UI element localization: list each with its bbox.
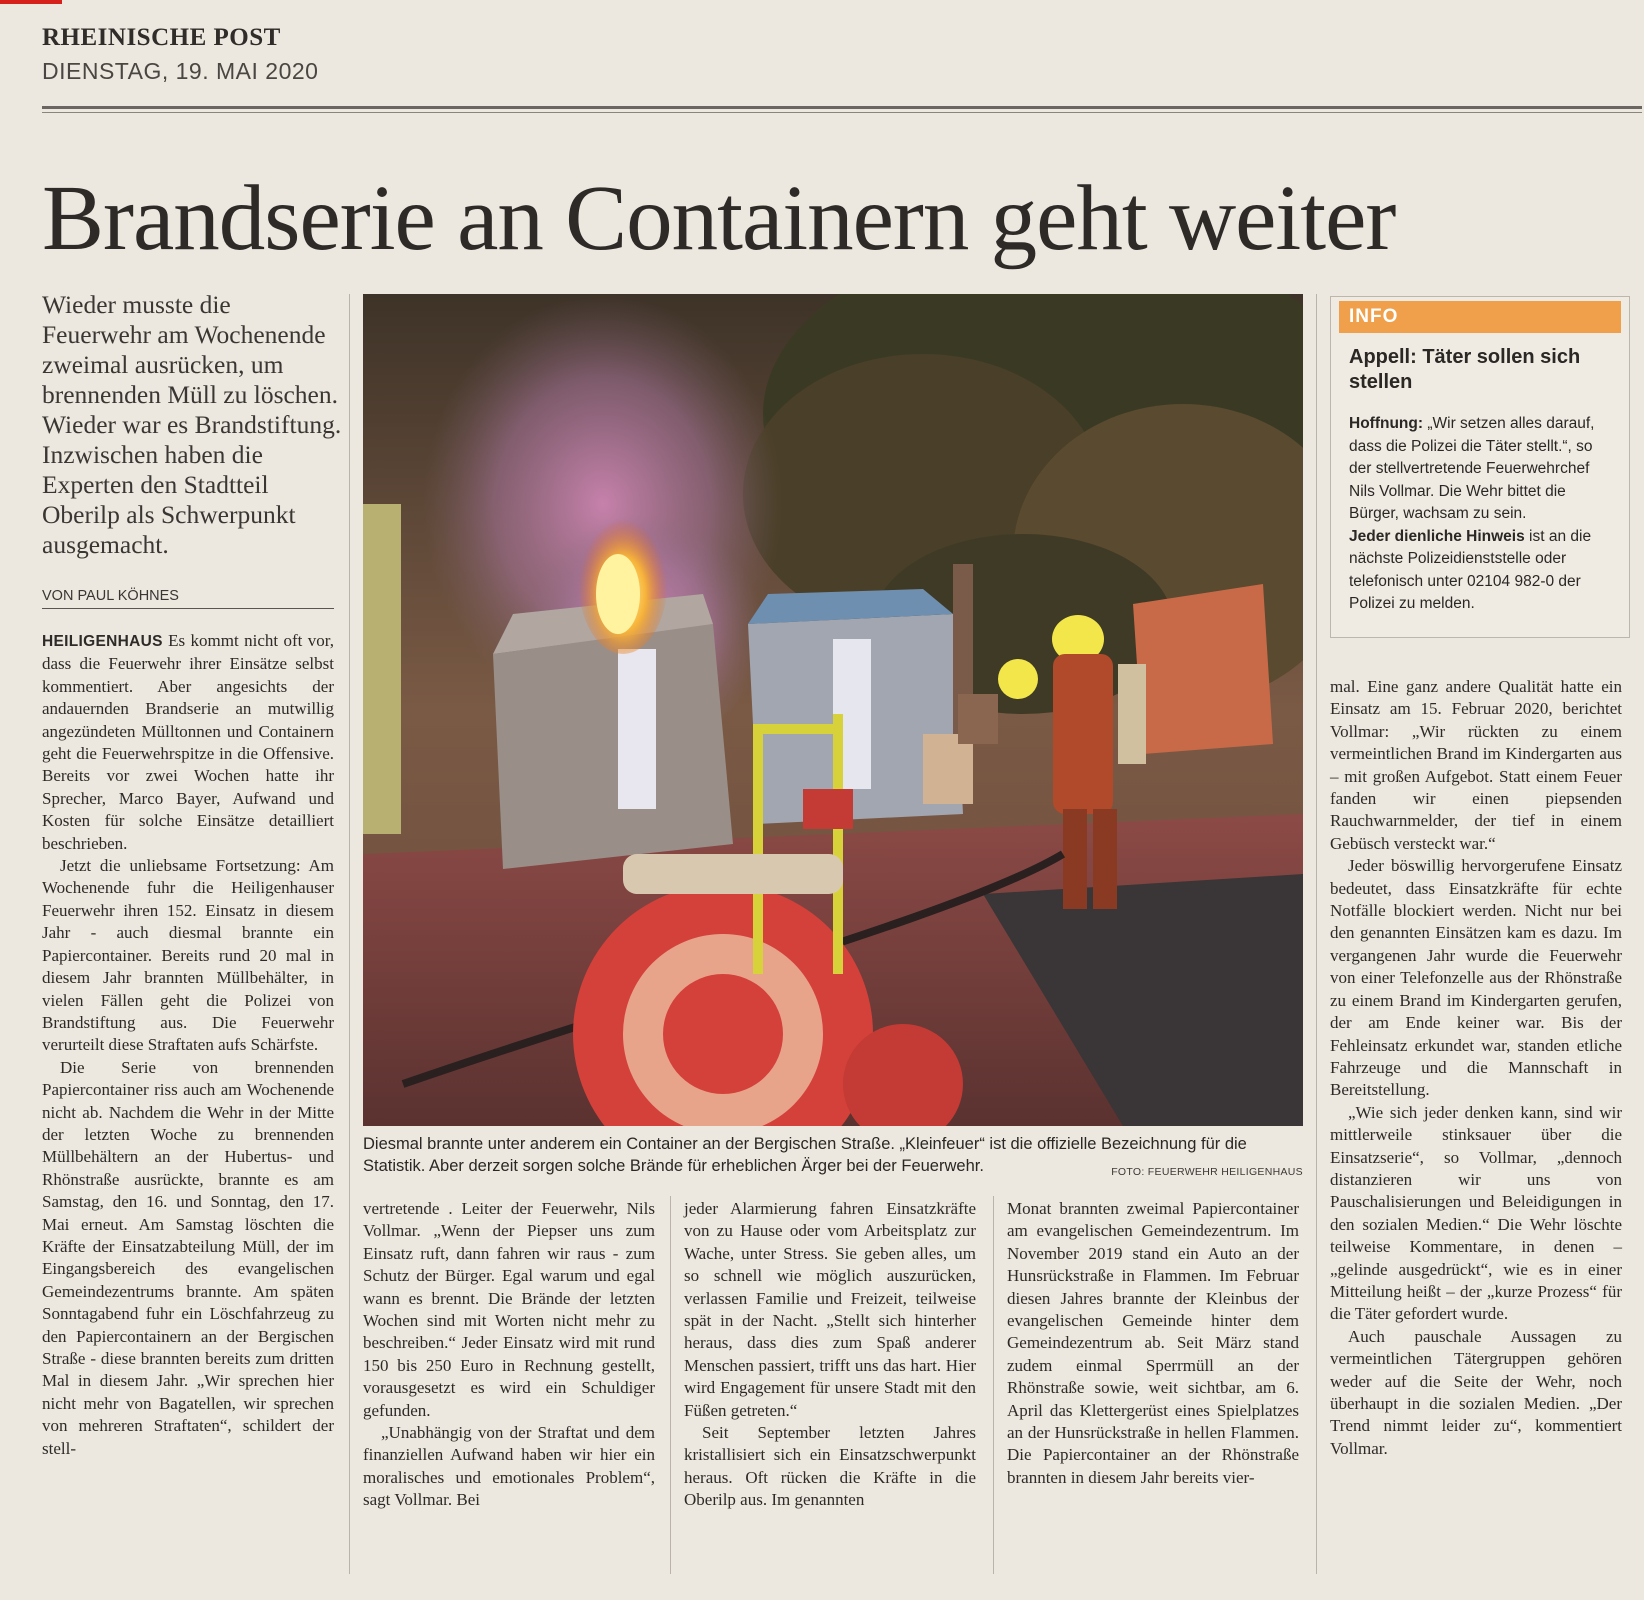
photo-credit: FOTO: FEUERWEHR HEILIGENHAUS bbox=[1111, 1166, 1303, 1178]
dateline: HEILIGENHAUS bbox=[42, 633, 163, 650]
article-paragraph: jeder Alarmierung fahren Einsatzkräfte von zu Hause oder vom Arbeitsplatz zur Wache, unter Stress. Sie geben alles, um so schnell wie möglich auszurücken, verlassen Familie und Freizeit, teilweise spät in der Nacht. „Stellt sich hinterher heraus, dass dies zum Spaß anderer Menschen passiert, trifft uns das hart. Hier wird Engagement für unsere Stadt mit den Füßen getreten.“ bbox=[684, 1199, 976, 1420]
newspaper-masthead: RHEINISCHE POST bbox=[42, 24, 281, 51]
article-byline: VON PAUL KÖHNES bbox=[42, 588, 334, 609]
info-box bbox=[1330, 296, 1630, 638]
article-paragraph: „Unabhängig von der Straftat und dem finanziellen Aufwand haben wir hier ein moralisches und emotionales Problem“, sagt Vollmar. Bei bbox=[363, 1423, 655, 1510]
info-paragraph bbox=[1349, 413, 1611, 526]
article-paragraph: Die Serie von brennenden Papiercontainer riss auch am Wochenende nicht ab. Nachdem die Wehr in der Mitte der letzten Woche zu brennenden Müllbehältern an der Hubertus- und Rhönstraße ausrückte, brannte es am Samstag, den 16. und Sonntag, den 17. Mai erneut. Am Samstag löschten die Kräfte der Einsatzabteilung Müll, der im Eingangsbereich des evangelischen Gemeindezentrums brannte. Am späten Sonntagabend fuhr ein Löschfahrzeug zu den Papiercontainern an der Bergischen Straße - diese brannten bereits zum dritten Mal in diesem Jahr. „Wir sprechen hier nicht mehr von Bagatellen, wir sprechen von mehreren Straftaten“, schildert der stell- bbox=[42, 1057, 334, 1458]
issue-date: DIENSTAG, 19. MAI 2020 bbox=[42, 58, 319, 84]
article-column-4 bbox=[1007, 1198, 1299, 1489]
info-lead: Hoffnung: bbox=[1349, 415, 1424, 432]
article-paragraph: Auch pauschale Aussagen zu vermeintlichen Tätergruppen gehören weder auf die Seite der Wehr, noch überhaupt in die sozialen Medien. „Der Trend nimmt leider zu“, kommentiert Vollmar. bbox=[1330, 1326, 1622, 1458]
article-column-1 bbox=[42, 630, 334, 1460]
article-column-5 bbox=[1330, 676, 1622, 1460]
article-headline: Brandserie an Containern geht weiter bbox=[42, 167, 1396, 270]
paragraph-text: Es kommt nicht oft vor, dass die Feuerwehr ihrer Einsätze selbst kommentiert. Aber angesichts der andauernden Brandserie an mutwillig angezündeten Mülltonnen und Containern geht die Feuerwehrspitze in die Offensive. Bereits vor zwei Wochen hatte ihr Sprecher, Marco Bayer, Aufwand und Kosten für solche Einsätze detailliert beschrieben. bbox=[42, 631, 335, 853]
info-text: „Wir setzen alles darauf, dass die Polizei die Täter stellt.“, so der stellvertretende Feuerwehrchef Nils Vollmar. Die Wehr bittet die Bürger, wachsam zu sein. bbox=[1349, 415, 1595, 522]
info-title: Appell: Täter sollen sich stellen bbox=[1349, 346, 1581, 393]
article-paragraph: vertretende . Leiter der Feuerwehr, Nils Vollmar. „Wenn der Piepser uns zum Einsatz ruft, dann fahren wir raus - zum Schutz der Bürger. Egal warum und egal wann es brennt. Die Brände der letzten Wochen sind mit Worten nicht mehr zu beschreiben.“ Jeder Einsatz wird mit rund 150 bis 250 Euro in Rechnung gestellt, vorausgesetzt es wird ein Schuldiger gefunden. bbox=[363, 1199, 655, 1420]
fire-scene-illustration bbox=[363, 294, 1303, 1126]
info-lead: Jeder dienliche Hinweis bbox=[1349, 527, 1525, 545]
column-separator bbox=[1316, 294, 1317, 1574]
article-column-2 bbox=[363, 1198, 655, 1512]
page-edge-mark bbox=[0, 0, 62, 4]
article-column-3 bbox=[684, 1198, 976, 1512]
article-paragraph: mal. Eine ganz andere Qualität hatte ein Einsatz am 15. Februar 2020, berichtet Vollmar: „Wir rückten zu einem vermeintlichen Brand im Kindergarten aus – mit großen Aufgebot. Statt einem Feuer fanden wir einen piepsenden Rauchwarnmelder, der tief in einem Gebüsch versteckt war.“ bbox=[1330, 677, 1622, 853]
info-body bbox=[1349, 413, 1611, 616]
article-paragraph: Jetzt die unliebsame Fortsetzung: Am Wochenende fuhr die Heiligenhauser Feuerwehr ihren 152. Einsatz in diesem Jahr - auch diesmal brannte ein Papiercontainer. Bereits rund 20 mal in diesem Jahr brannten Müllbehälter, in vielen Fällen geht die Polizei von Brandstiftung aus. Die Feuerwehr verurteilt diese Straftaten aufs Schärfste. bbox=[42, 856, 334, 1055]
photo-caption bbox=[363, 1133, 1303, 1183]
info-label: INFO bbox=[1339, 301, 1621, 333]
column-separator bbox=[670, 1196, 671, 1574]
header-rule bbox=[42, 106, 1642, 109]
article-paragraph: Seit September letzten Jahres kristallisiert sich ein Einsatzschwerpunkt heraus. Oft rücken die Kräfte in die Oberilp aus. Im genannten bbox=[684, 1423, 976, 1510]
article-teaser: Wieder musste die Feuerwehr am Wochenende zweimal ausrücken, um brennenden Müll zu löschen. Wieder war es Brandstiftung. Inzwischen haben die Experten den Stadtteil Oberilp als Schwerpunkt ausgemacht. bbox=[42, 290, 342, 559]
header-rule-thin bbox=[42, 112, 1642, 113]
article-photo bbox=[363, 294, 1303, 1126]
column-separator bbox=[349, 294, 350, 1574]
article-paragraph: Jeder böswillig hervorgerufene Einsatz bedeutet, dass Einsatzkräfte für echte Notfälle blockiert werden. Nicht nur bei den genannten Einsätzen kam es dazu. Im vergangenen Jahr wurde die Feuerwehr von einer Telefonzelle aus der Rhönstraße zu einem Brand im Kindergarten gerufen, der am Ende keiner war. Bis der Fehleinsatz erkundet war, standen etliche Fahrzeuge und die Mannschaft in Bereitstellung. bbox=[1330, 856, 1622, 1100]
column-separator bbox=[993, 1196, 994, 1574]
article-paragraph: „Wie sich jeder denken kann, sind wir mittlerweile stinksauer über die Einsatzserie“, so Vollmar, „dennoch distanzieren wir uns von Pauschalisierungen und Beleidigungen in den sozialen Medien.“ Die Wehr löschte teilweise Kommentare, in denen – „gelinde ausgedrückt“, wie es in einer Mitteilung heißt – der „kurze Prozess“ für die Täter gefordert wurde. bbox=[1330, 1102, 1622, 1324]
article-paragraph bbox=[42, 630, 334, 855]
caption-text: Diesmal brannte unter anderem ein Container an der Bergischen Straße. „Kleinfeuer“ ist die offizielle Bezeichnung für die Statistik. Aber derzeit sorgen solche Brände für erheblichen Ärger bei der Feuerwehr. bbox=[363, 1135, 1247, 1175]
article-paragraph: Monat brannten zweimal Papiercontainer am evangelischen Gemeindezentrum. Im November 2019 stand ein Auto an der Hunsrückstraße in Flammen. Im Februar diesen Jahres brannte der Kleinbus der evangelischen Gemeinde hinter dem Gemeindezentrum ab. Seit März stand zudem einmal Sperrmüll an der Rhönstraße sowie, weit sichtbar, am 6. April das Klettergerüst eines Spielplatzes an der Hunsrückstraße in hellen Flammen. Die Papiercontainer an der Rhönstraße brannten in diesem Jahr bereits vier- bbox=[1007, 1199, 1299, 1487]
info-text: ist an die nächste Polizeidienststelle oder telefonisch unter 02104 982-0 der Polizei zu melden. bbox=[1349, 527, 1592, 612]
info-paragraph bbox=[1349, 526, 1611, 616]
